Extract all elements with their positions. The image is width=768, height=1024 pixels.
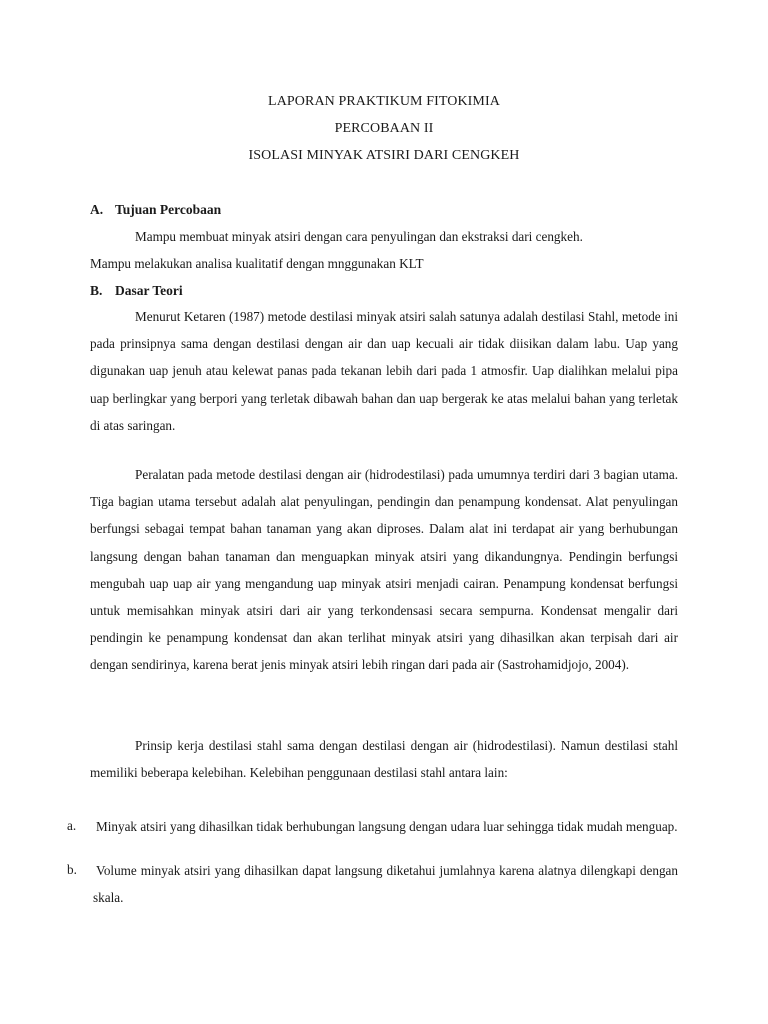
list-item-text: Volume minyak atsiri yang dihasilkan dapat langsung diketahui jumlahnya karena alatnya dilengkapi dengan skala. [93, 863, 678, 905]
experiment-title: ISOLASI MINYAK ATSIRI DARI CENGKEH [248, 148, 520, 163]
objective-line-1: Mampu membuat minyak atsiri dengan cara penyulingan dan ekstraksi dari cengkeh. [135, 229, 583, 244]
list-item-text: Minyak atsiri yang dihasilkan tidak berhubungan langsung dengan udara luar sehingga tidak mudah menguap. [96, 819, 678, 834]
objective-line-2: Mampu melakukan analisa kualitatif dengan mnggunakan KLT [90, 256, 424, 271]
document-title: LAPORAN PRAKTIKUM FITOKIMIA [268, 94, 500, 109]
section-b-letter: B. [90, 283, 103, 298]
section-b-title: Dasar Teori [115, 283, 183, 298]
theory-paragraph-1: Menurut Ketaren (1987) metode destilasi minyak atsiri salah satunya adalah destilasi Stahl, metode ini pada prinsipnya sama dengan destilasi dengan air dan uap kecuali air tidak diisikan dalam labu. Uap yang digunakan uap jenuh atau kelewat panas pada tekanan lebih dari pada 1 atmosfir. Uap dialihkan melalui pipa uap berlingkar yang berpori yang terletak dibawah bahan dan uap bergerak ke atas melalui bahan yang terletak di atas saringan. [90, 309, 678, 433]
section-a-letter: A. [90, 202, 104, 217]
experiment-number: PERCOBAAN II [334, 121, 434, 136]
list-marker: a. [67, 818, 77, 833]
theory-paragraph-2: Peralatan pada metode destilasi dengan air (hidrodestilasi) pada umumnya terdiri dari 3 bagian utama. Tiga bagian utama tersebut adalah alat penyulingan, pendingin dan penampung kondensat. Alat penyulingan berfungsi sebagai tempat bahan tanaman yang akan diproses. Dalam alat ini terdapat air yang berhubungan langsung dengan bahan tanaman dan menguapkan minyak atsiri yang dikandungnya. Pendingin berfungsi mengubah uap uap air yang mengandung uap minyak atsiri menjadi cairan. Penampung kondensat berfungsi untuk memisahkan minyak atsiri dari air yang terkondensasi secara sempurna. Kondensat mengalir dari pendingin ke penampung kondensat dan akan terlihat minyak atsiri yang dihasilkan akan terpisah dari air dengan sendirinya, karena berat jenis minyak atsiri lebih ringan dari pada air (Sastrohamidjojo, 2004). [90, 467, 678, 673]
section-a-title: Tujuan Percobaan [115, 202, 222, 217]
list-marker: b. [67, 862, 77, 877]
section-a-heading [90, 202, 221, 218]
section-b-heading [90, 283, 183, 299]
theory-paragraph-3: Prinsip kerja destilasi stahl sama dengan destilasi dengan air (hidrodestilasi). Namun destilasi stahl memiliki beberapa kelebihan. Kelebihan penggunaan destilasi stahl antara lain: [90, 738, 678, 781]
